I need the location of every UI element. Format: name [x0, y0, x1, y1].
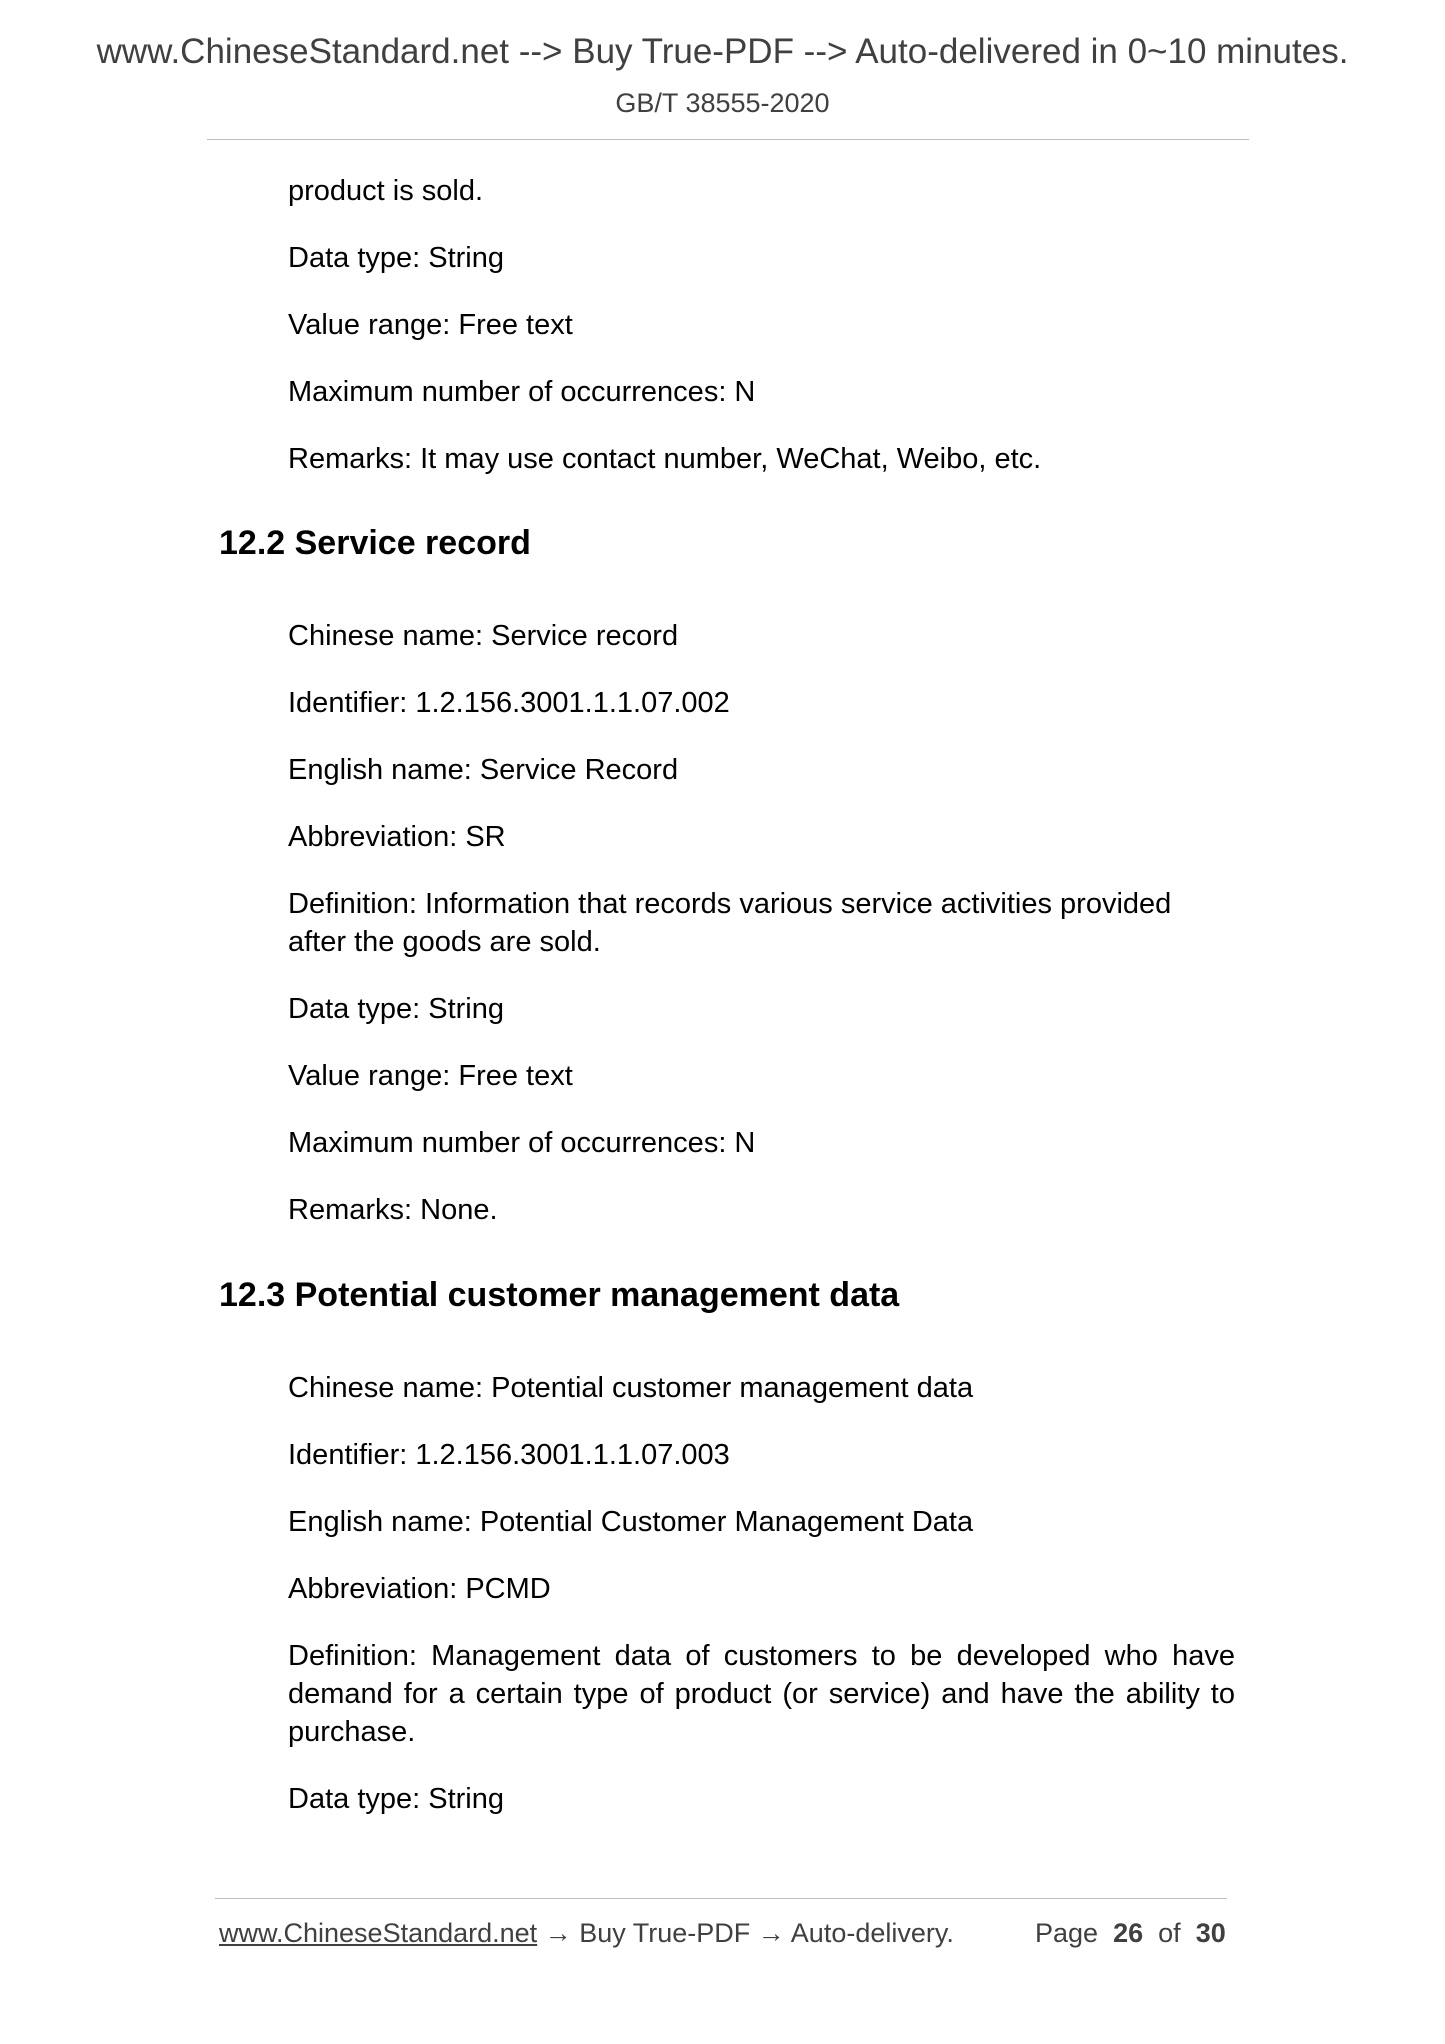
arrow-right-icon: → [757, 1918, 785, 1948]
pcmd-data-type: Data type: String [288, 1783, 504, 1815]
pcmd-abbreviation: Abbreviation: PCMD [288, 1573, 551, 1605]
sr-value-range: Value range: Free text [288, 1060, 573, 1092]
sr-remarks: Remarks: None. [288, 1194, 498, 1226]
page-counter [1035, 1918, 1226, 1949]
prev-value-range: Value range: Free text [288, 309, 573, 341]
footer-buy-text: Buy True-PDF [579, 1918, 751, 1948]
pcmd-definition [288, 1637, 1235, 1751]
prev-max-occurrences: Maximum number of occurrences: N [288, 376, 756, 408]
footer-left [219, 1918, 954, 1949]
sr-english-name: English name: Service Record [288, 754, 679, 786]
of-label: of [1158, 1918, 1181, 1948]
document-id: GB/T 38555-2020 [615, 88, 830, 118]
footer-delivery-text: Auto-delivery. [790, 1918, 954, 1948]
pcmd-definition-line: Definition: Management data of customers to be developed who have [288, 1640, 1235, 1672]
sr-max-occurrences: Maximum number of occurrences: N [288, 1127, 756, 1159]
page-total: 30 [1195, 1918, 1226, 1948]
header-banner: www.ChineseStandard.net --> Buy True-PDF --> Auto-delivered in 0~10 minutes. [96, 32, 1349, 71]
footer-divider [215, 1898, 1227, 1899]
sr-chinese-name: Chinese name: Service record [288, 620, 679, 652]
sr-definition: Definition: Information that records various service activities provided after the goods are sold. [288, 888, 1172, 958]
heading-12-2: 12.2 Service record [219, 524, 531, 562]
pcmd-chinese-name: Chinese name: Potential customer management data [288, 1372, 974, 1404]
footer-site-link[interactable]: www.ChineseStandard.net [219, 1918, 538, 1948]
page-label: Page [1035, 1918, 1099, 1948]
prev-line-1: product is sold. [288, 175, 484, 207]
prev-remarks: Remarks: It may use contact number, WeChat, Weibo, etc. [288, 443, 1042, 475]
sr-abbreviation: Abbreviation: SR [288, 821, 506, 853]
sr-data-type: Data type: String [288, 993, 504, 1025]
sr-identifier: Identifier: 1.2.156.3001.1.1.07.002 [288, 687, 730, 719]
heading-12-3: 12.3 Potential customer management data [219, 1276, 900, 1314]
header-divider [207, 139, 1249, 140]
pcmd-english-name: English name: Potential Customer Management Data [288, 1506, 974, 1538]
page-current: 26 [1113, 1918, 1144, 1948]
prev-data-type: Data type: String [288, 242, 504, 274]
pcmd-identifier: Identifier: 1.2.156.3001.1.1.07.003 [288, 1439, 730, 1471]
pcmd-definition-line: purchase. [288, 1716, 416, 1748]
arrow-right-icon: → [544, 1918, 572, 1948]
pcmd-definition-line: demand for a certain type of product (or service) and have the ability to [288, 1678, 1235, 1710]
